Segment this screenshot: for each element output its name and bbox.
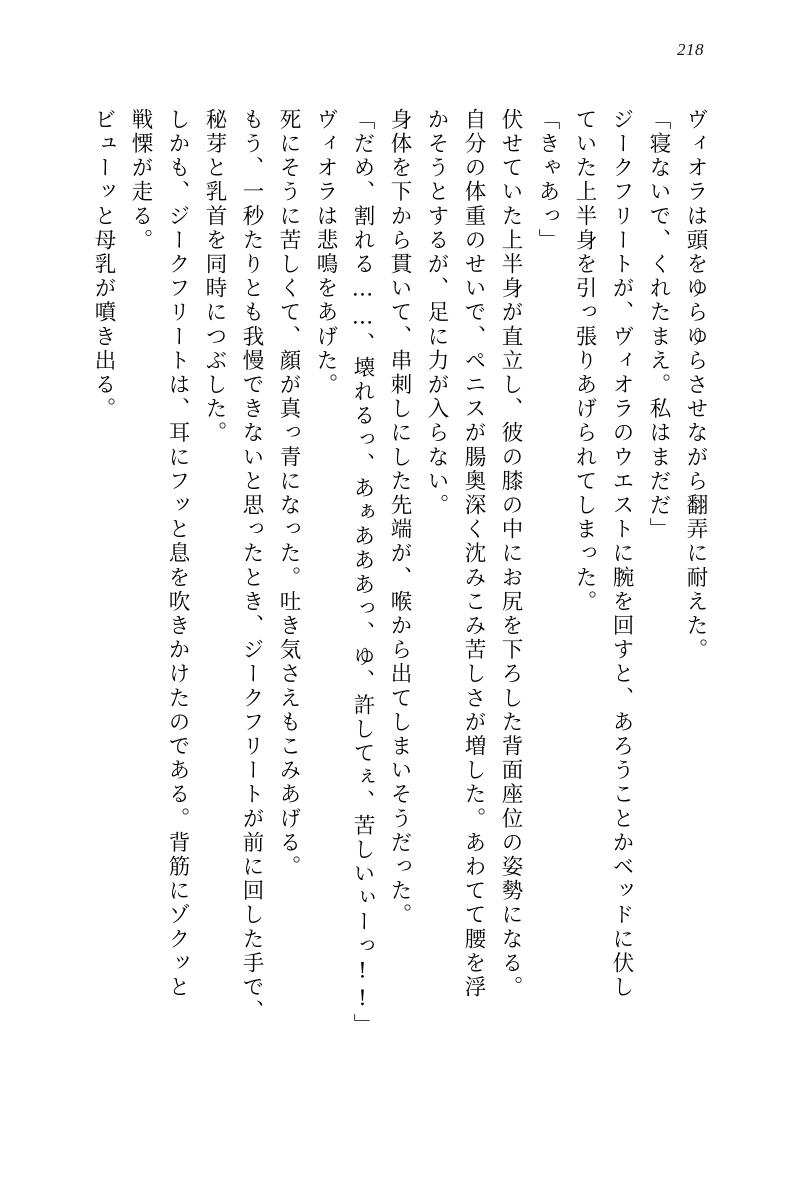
text-line: 秘芽と乳首を同時につぶした。 bbox=[202, 108, 227, 446]
text-line: ヴィオラは頭をゆらゆらさせながら翻弄に耐えた。 bbox=[683, 108, 708, 663]
text-line: 「だめ、割れる……、壊れるっ、あぁあああっ、ゆ、許してぇ、苦しいぃーっ!!」 bbox=[350, 108, 375, 1038]
text-line: 戦慄が走る。 bbox=[128, 108, 153, 253]
text-line: ビューッと母乳が噴き出る。 bbox=[91, 108, 116, 422]
text-line: 伏せていた上半身が直立し、彼の膝の中にお尻を下ろした背面座位の姿勢になる。 bbox=[498, 108, 523, 1000]
vertical-text-body bbox=[86, 108, 706, 1138]
text-line: ていた上半身を引っ張りあげられてしまった。 bbox=[572, 108, 597, 615]
text-line: 死にそうに苦しくて、顔が真っ青になった。吐き気さえもこみあげる。 bbox=[276, 108, 301, 880]
text-line: ヴィオラは悲鳴をあげた。 bbox=[313, 108, 338, 398]
text-line: もう、一秒たりとも我慢できないと思ったとき、ジークフリートが前に回した手で、 bbox=[239, 108, 264, 1024]
text-line: 身体を下から貫いて、串刺しにした先端が、喉から出てしまいそうだった。 bbox=[387, 108, 412, 928]
text-line: しかも、ジークフリートは、耳にフッと息を吹きかけたのである。背筋にゾクッと bbox=[165, 108, 190, 1000]
text-line: ジークフリートが、ヴィオラのウエストに腕を回すと、あろうことかベッドに伏し bbox=[609, 108, 634, 1000]
text-line: 「きゃあっ」 bbox=[535, 108, 560, 253]
text-line: 「寝ないで、くれたまえ。私はまだだ」 bbox=[646, 108, 671, 542]
text-line: かそうとするが、足に力が入らない。 bbox=[424, 108, 449, 518]
page-number: 218 bbox=[677, 40, 704, 59]
text-line: 自分の体重のせいで、ペニスが腸奥深く沈みこみ苦しさが増した。あわてて腰を浮 bbox=[461, 108, 486, 1000]
